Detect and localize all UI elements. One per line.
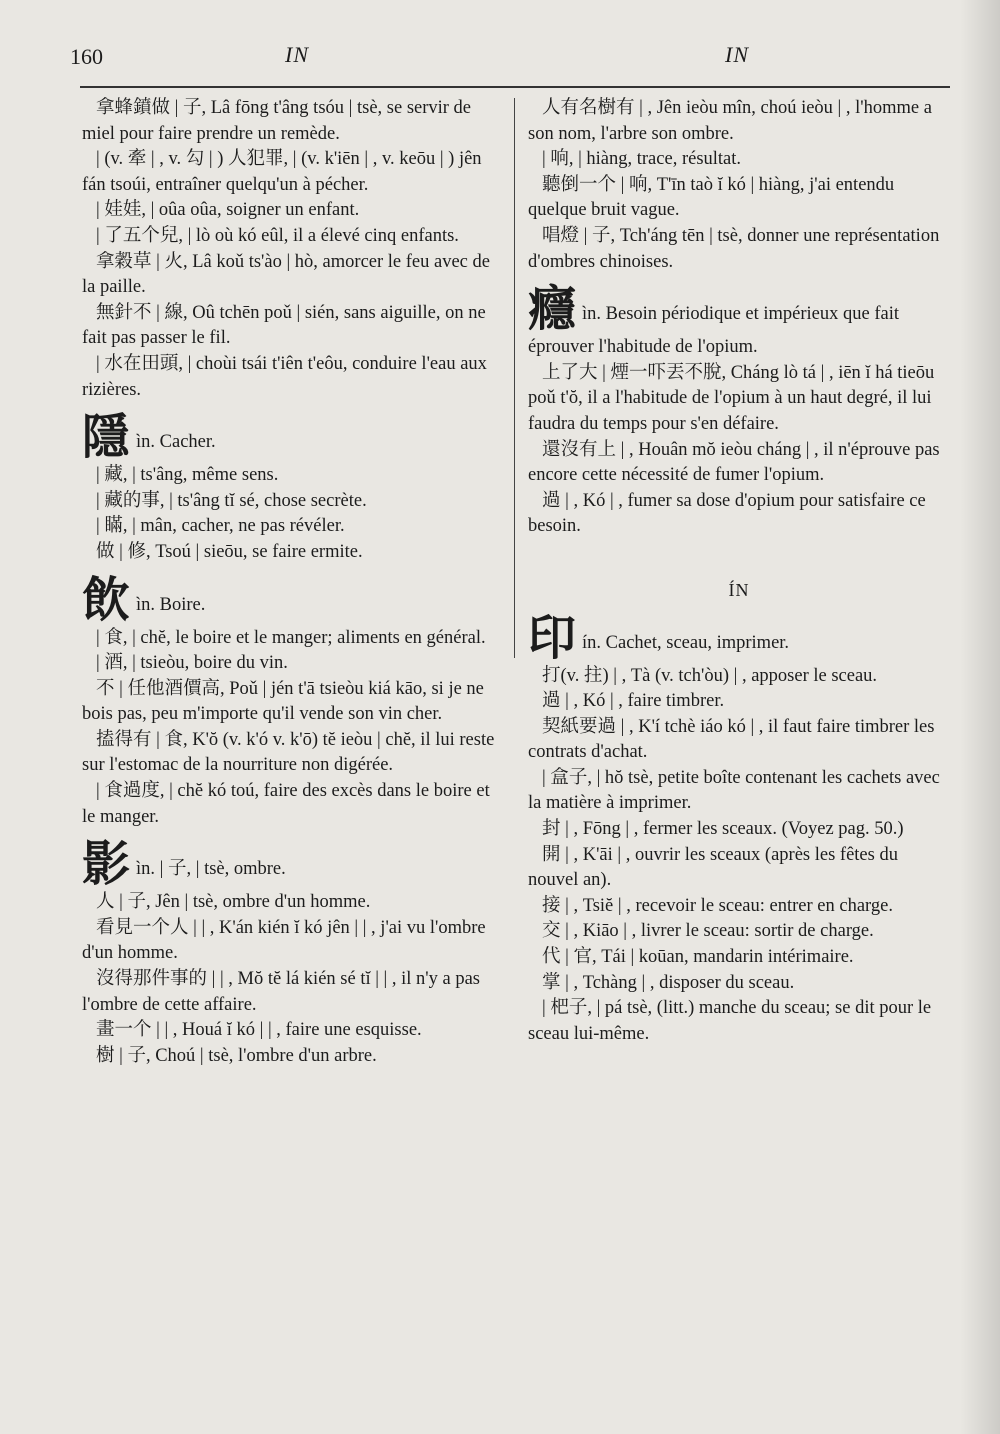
dictionary-entry: | 酒, | tsieòu, boire du vin.	[96, 653, 288, 674]
dictionary-entry: 聽倒一个 | 响, T'īn taò ĭ kó | hiàng, j'ai entendu quelque bruit vague.	[528, 174, 895, 221]
headword-entry	[528, 609, 950, 666]
headword-definition: ìn. Boire.	[136, 594, 206, 615]
dictionary-entry: | 食過度, | chĕ kó toú, faire des excès dans le boire et le manger.	[82, 781, 490, 827]
page-edge-shadow	[960, 0, 1000, 1434]
dictionary-entry: 不 | 任他酒價高, Poǔ | jén t'ā tsieòu kiá kāo, si je ne bois pas, peu m'importe qu'il vende son vin cher.	[82, 678, 484, 725]
running-head-left: IN	[285, 42, 309, 67]
dictionary-entry: | (v. 牽 | , v. 勾 | ) 人犯罪, | (v. k'iēn | , v. keōu | ) jên fán tsoúi, entraîner quelqu'un à pécher.	[82, 149, 482, 195]
headword-definition: ìn. Besoin périodique et impérieux que fait éprouver l'habitude de l'opium.	[528, 304, 899, 358]
dictionary-entry: 過 | , Kó | , fumer sa dose d'opium pour satisfaire ce besoin.	[528, 490, 926, 537]
dictionary-entry: 做 | 修, Tsoú | sieōu, se faire ermite.	[96, 541, 363, 562]
dictionary-entry: | 瞞, | mân, cacher, ne pas révéler.	[96, 516, 345, 537]
dictionary-entry: 代 | 官, Tái | koūan, mandarin intérimaire.	[542, 947, 854, 968]
dictionary-entry: 接 | , Tsiĕ | , recevoir le sceau: entrer en charge.	[542, 895, 893, 916]
dictionary-entry: 掌 | , Tchàng | , disposer du sceau.	[542, 972, 795, 993]
left-column	[82, 96, 504, 1069]
dictionary-entry: | 水在田頭, | choùi tsái t'iên t'eôu, conduire l'eau aux rizières.	[82, 353, 487, 400]
headword-character: 隱	[82, 409, 131, 466]
headword-character: 飲	[82, 571, 131, 628]
dictionary-entry: 樹 | 子, Choú | tsè, l'ombre d'un arbre.	[96, 1045, 377, 1066]
headword-entry	[528, 283, 950, 361]
dictionary-entry: | 藏的事, | ts'âng tĭ sé, chose secrète.	[96, 490, 367, 511]
section-heading: ÍN	[728, 579, 750, 600]
dictionary-entry: | 了五个兒, | lò où kó eûl, il a élevé cinq enfants.	[96, 225, 459, 246]
running-head-right: IN	[725, 42, 749, 67]
dictionary-entry: 搕得有 | 食, K'ŏ (v. k'ó v. k'ō) tĕ ieòu | chĕ, il lui reste sur l'estomac de la nourriture non digérée.	[82, 729, 495, 776]
headword-character: 印	[528, 609, 577, 666]
page-number: 160	[70, 44, 103, 69]
dictionary-entry: 看見一个人 | | , K'án kién ĭ kó jên | | , j'ai vu l'ombre d'un homme.	[82, 917, 486, 964]
dictionary-entry: 過 | , Kó | , faire timbrer.	[542, 691, 725, 712]
dictionary-entry: 人 | 子, Jên | tsè, ombre d'un homme.	[96, 892, 371, 913]
dictionary-entry: 人有名樹有 | , Jên ieòu mîn, choú ieòu | , l'homme a son nom, l'arbre son ombre.	[528, 98, 932, 144]
dictionary-entry: | 盒子, | hŏ tsè, petite boîte contenant les cachets avec la matière à imprimer.	[528, 767, 940, 814]
headword-character: 癮	[528, 281, 577, 338]
column-divider	[514, 98, 515, 658]
dictionary-entry: 交 | , Kiāo | , livrer le sceau: sortir de charge.	[542, 921, 874, 942]
page-header	[70, 40, 950, 80]
dictionary-entry: 畫一个 | | , Houá ĭ kó | | , faire une esquisse.	[96, 1020, 422, 1041]
dictionary-entry: 拿蜂鐼做 | 子, Lâ fōng t'âng tsóu | tsè, se servir de miel pour faire prendre un remède.	[82, 98, 472, 144]
dictionary-entry: 還沒有上 | , Houân mŏ ieòu cháng | , il n'éprouve pas encore cette nécessité de fumer l'opium.	[528, 439, 940, 486]
dictionary-entry: 沒得那件事的 | | , Mŏ tĕ lá kién sé tĭ | | , il n'y a pas l'ombre de cette affaire.	[82, 969, 480, 1015]
dictionary-entry: | 杷子, | pá tsè, (litt.) manche du sceau; se dit pour le sceau lui-même.	[528, 998, 932, 1044]
headword-entry	[82, 409, 504, 466]
dictionary-entry: 封 | , Fōng | , fermer les sceaux. (Voyez pag. 50.)	[542, 819, 904, 840]
dictionary-entry: 契紙要過 | , K'í tchè iáo kó | , il faut faire timbrer les contrats d'achat.	[528, 716, 935, 763]
dictionary-entry: | 娃娃, | oûa oûa, soigner un enfant.	[96, 200, 360, 221]
headword-definition: ìn. | 子, | tsè, ombre.	[136, 859, 286, 880]
dictionary-entry: 無針不 | 線, Oû tchēn poǔ | sién, sans aiguille, on ne fait pas passer le fil.	[82, 302, 486, 349]
headword-definition: ìn. Cacher.	[136, 432, 216, 453]
dictionary-entry: 拿穀草 | 火, Lâ koǔ ts'ào | hò, amorcer le feu avec de la paille.	[82, 251, 490, 298]
dictionary-entry: | 食, | chĕ, le boire et le manger; aliments en général.	[96, 627, 486, 648]
dictionary-entry: 唱燈 | 子, Tch'áng tēn | tsè, donner une représentation d'ombres chinoises.	[528, 225, 940, 272]
headword-entry	[82, 836, 504, 893]
dictionary-entry: | 藏, | ts'âng, même sens.	[96, 465, 279, 486]
right-column	[528, 96, 950, 1047]
dictionary-entry: 開 | , K'āi | , ouvrir les sceaux (après les fêtes du nouvel an).	[528, 844, 898, 891]
header-rule	[80, 86, 950, 88]
dictionary-entry: 打(v. 拄) | , Tà (v. tch'òu) | , apposer le sceau.	[542, 665, 878, 686]
dictionary-entry: | 响, | hiàng, trace, résultat.	[542, 149, 742, 170]
headword-entry	[82, 571, 504, 628]
dictionary-entry: 上了大 | 煙一吓丟不脫, Cháng lò tá | , iēn ĭ há tieōu poǔ t'ŏ, il a l'habitude de l'opium à un haut degré, il lui faudra du temps pour s'en défaire.	[528, 362, 935, 434]
headword-definition: ín. Cachet, sceau, imprimer.	[582, 632, 790, 653]
headword-character: 影	[82, 836, 131, 893]
